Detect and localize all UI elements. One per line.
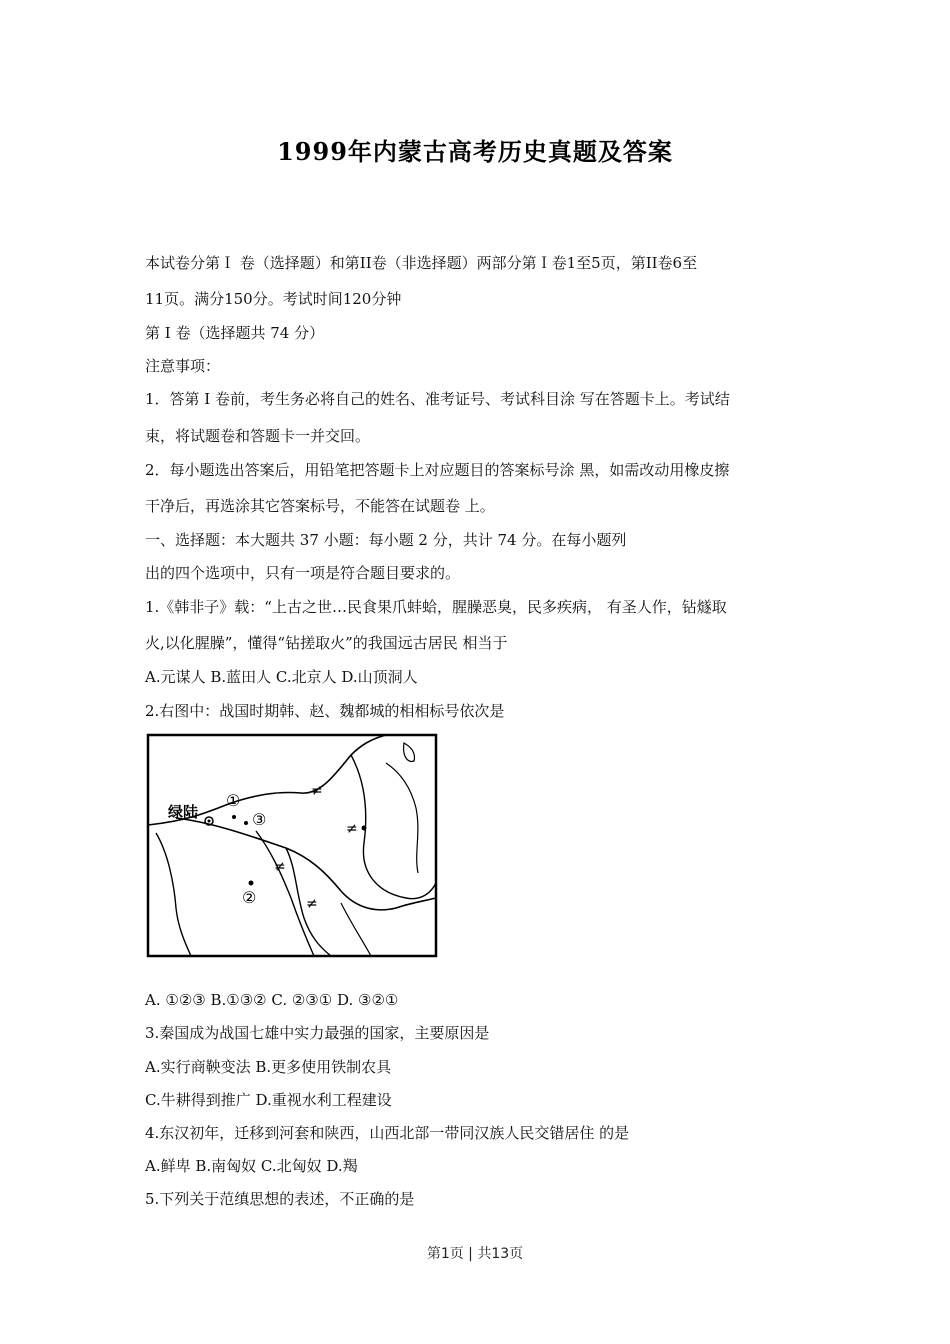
question-2-stem: 2.右图中：战国时期韩、赵、魏都城的相相标号依次是 <box>145 702 505 720</box>
notice-1-line-1: 1．答第 I 卷前，考生务必将自己的姓名、准考证号、考试科目涂 写在答题卡上。考试结 <box>145 390 730 408</box>
intro-line-1: 本试卷分第Ｉ 卷（选择题）和第II卷（非选择题）两部分第Ｉ卷1至5页，第II卷6至 <box>145 254 698 272</box>
map-marker-2: ② <box>242 888 257 907</box>
question-5-stem: 5.下列关于范缜思想的表述，不正确的是 <box>145 1190 415 1208</box>
part-one-line-2: 出的四个选项中，只有一项是符合题目要求的。 <box>145 564 461 582</box>
svg-text:≠: ≠ <box>274 859 286 875</box>
question-1-options: A.元谋人 B.蓝田人 C.北京人 D.山顶洞人 <box>145 668 418 686</box>
map-city-label: 绿陆 <box>168 803 199 821</box>
document-title: 1999年内蒙古高考历史真题及答案 <box>277 137 673 166</box>
question-3-stem: 3.秦国成为战国七雄中实力最强的国家，主要原因是 <box>145 1024 490 1042</box>
notice-2-line-2: 干净后，再选涂其它答案标号，不能答在试题卷 上。 <box>145 497 495 515</box>
intro-line-2: 11页。满分150分。考试时间120分钟 <box>145 290 402 308</box>
question-1-line-2: 火,以化腥臊”，懂得“钻搓取火”的我国远古居民 相当于 <box>145 634 508 652</box>
part-one-line-1: 一、选择题：本大题共 37 小题：每小题 2 分，共计 74 分。在每小题列 <box>145 531 627 549</box>
svg-text:≠: ≠ <box>306 896 318 912</box>
svg-text:≠: ≠ <box>311 783 323 799</box>
question-3-options-1: A.实行商鞅变法 B.更多使用铁制农具 <box>145 1058 392 1076</box>
map-marker-3: ③ <box>252 810 267 829</box>
warring-states-map <box>146 733 438 958</box>
question-3-options-2: C.牛耕得到推广 D.重视水利工程建设 <box>145 1091 392 1109</box>
question-4-stem: 4.东汉初年，迁移到河套和陕西，山西北部一带同汉族人民交错居住 的是 <box>145 1124 630 1142</box>
question-2-options: A. ①②③ B.①③② C. ②③① D. ③②① <box>145 991 399 1009</box>
map-marker-1: ① <box>226 791 241 810</box>
notice-1-line-2: 束，将试题卷和答题卡一并交回。 <box>145 427 371 445</box>
notice-2-line-1: 2．每小题选出答案后，用铅笔把答题卡上对应题目的答案标号涂 黑，如需改动用橡皮擦 <box>145 461 730 479</box>
question-1-line-1: 1.《韩非子》载：“上古之世…民食果爪蚌蛤，腥臊恶臭，民多疾病， 有圣人作，钻燧取 <box>145 598 727 616</box>
question-4-options: A.鲜卑 B.南匈奴 C.北匈奴 D.羯 <box>145 1157 358 1175</box>
section-heading: 第 I 卷（选择题共 74 分） <box>145 324 325 342</box>
notice-heading: 注意事项： <box>145 357 221 375</box>
svg-text:≠: ≠ <box>346 821 358 837</box>
page-footer: 第1页 | 共13页 <box>426 1246 524 1262</box>
